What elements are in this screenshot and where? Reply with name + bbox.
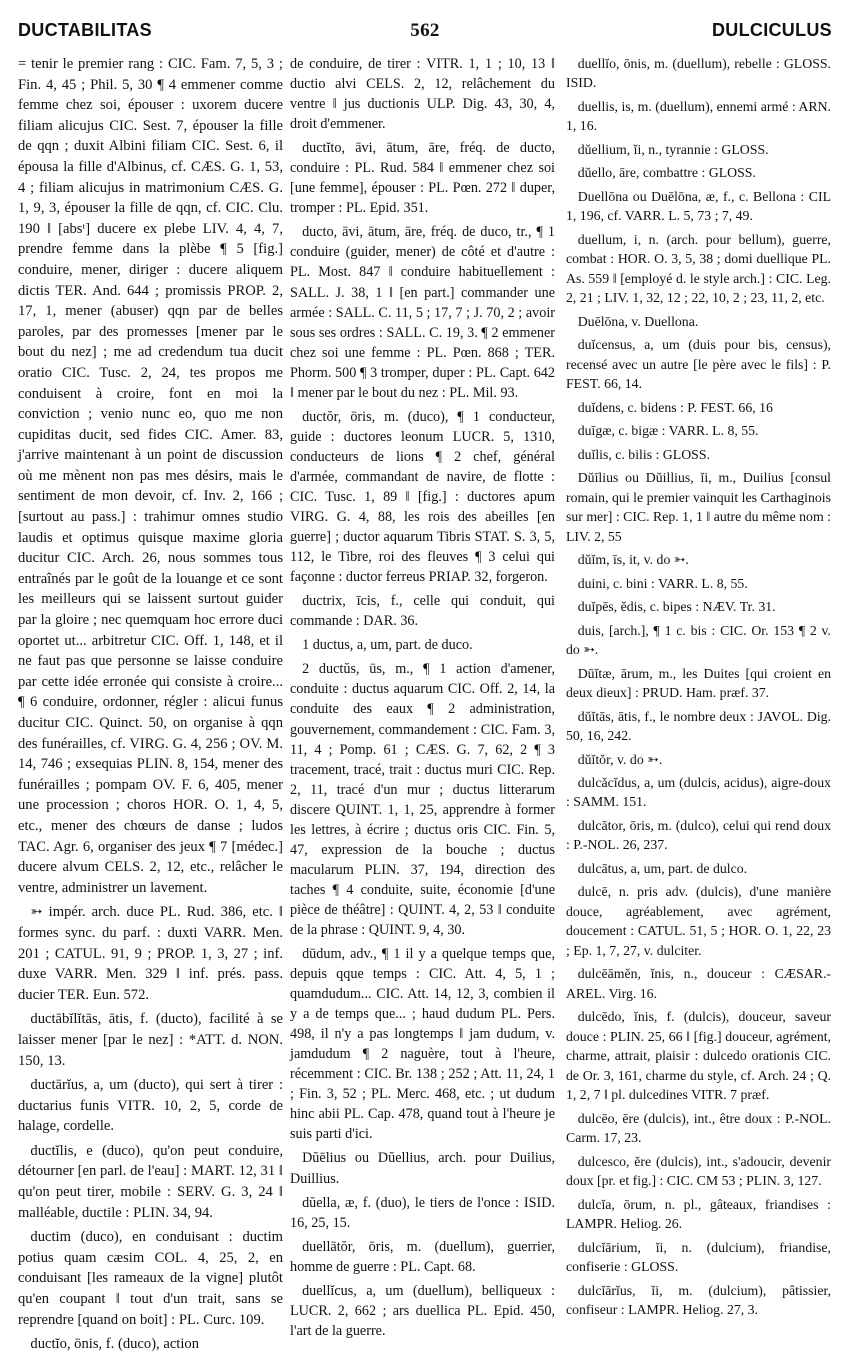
dictionary-entry: duis, [arch.], ¶ 1 c. bis : CIC. Or. 153 ¶ 2 v. do ➳. (566, 622, 831, 658)
dictionary-entry: dŭĭtŏr, v. do ➳. (577, 751, 663, 767)
dictionary-entry: ductārĭus, a, um (ducto), qui sert à tirer : ductarius funis VITR. 10, 2, 5, corde de halage, cordelle. (18, 1077, 283, 1135)
dictionary-entry: Dŭīlius ou Dŭillius, ĭi, m., Duilius [consul romain, qui le premier vainquit les Carthaginois sur mer] : CIC. Rep. 1, 1 ‖ autre du même nom : LIV. 2, 55 (566, 470, 831, 544)
dictionary-entry: duīgæ, c. bigæ : VARR. L. 8, 55. (577, 423, 759, 439)
dictionary-entry: ductĭto, āvi, ātum, āre, fréq. de ducto, conduire : PL. Rud. 584 ‖ emmener chez soi [une femme], épouser : PL. Pœn. 272 ‖ duper, tromper : PL. Epid. 351. (290, 140, 555, 217)
dictionary-entry: de conduire, de tirer : VITR. 1, 1 ; 10, 13 ‖ ductio alvi CELS. 2, 12, relâchement du ventre ‖ jus ductionis ULP. Dig. 43, 30, 4, droit d'emmener. (290, 56, 555, 133)
dictionary-entry: dulcātor, ōris, m. (dulco), celui qui rend doux : P.-NOL. 26, 237. (566, 817, 831, 853)
dictionary-entry: dŭella, æ, f. (duo), le tiers de l'once : ISID. 16, 25, 15. (290, 1194, 555, 1231)
dictionary-entry: dŭellium, ĭi, n., tyrannie : GLOSS. (577, 141, 769, 157)
dictionary-entry: dulcĭa, ōrum, n. pl., gâteaux, friandises : LAMPR. Heliog. 26. (566, 1196, 831, 1232)
dictionary-entry: dulcēo, ēre (dulcis), int., être doux : P.-NOL. Carm. 17, 23. (566, 1110, 831, 1146)
dictionary-entry: dŭĭtās, ātis, f., le nombre deux : JAVOL. Dig. 50, 16, 242. (566, 708, 831, 744)
dictionary-entry: dūdum, adv., ¶ 1 il y a quelque temps que, depuis qque temps : CIC. Att. 4, 5, 1 ; quamdudum... CIC. Att. 14, 12, 3, combien il y a de temps que... ; haud dudum PL. Pers. 498, il n'y a pas longtemps ‖ jam dudum, v. jamdudum ¶ 2 naguère, tout à l'heure, récemment : CIC. Br. 138 ; 252 ; Att. 11, 24, 1 ; Fin. 3, 52 ; PL. Merc. 468, etc. ; ut dudum hinc abii PL. Cap. 478, quand tout à l'heure je suis parti d'ici. (290, 946, 555, 1143)
running-header (18, 12, 832, 46)
dictionary-entry: duellĭcus, a, um (duellum), belliqueux : LUCR. 2, 662 ; ars duellica PL. Epid. 450, l'art de la guerre. (290, 1282, 555, 1339)
dictionary-entry: ducto, āvi, ātum, āre, fréq. de duco, tr., ¶ 1 conduire (guider, mener) de côté et d'autre : PL. Most. 847 ‖ conduire habituellement : SALL. J. 38, 1 ‖ [en part.] commander une armée : SALL. C. 11, 5 ; 17, 7 ; J. 70, 2 ; avoir sous ses ordres : SALL. C. 19, 3. ¶ 2 emmener chez soi une femme : PL. Pœn. 868 ; TER. Phorm. 500 ¶ 3 tromper, duper : PL. Capt. 642 ‖ mener par le bout du nez : PL. Mil. 93. (290, 224, 555, 401)
dictionary-entry: duini, c. bini : VARR. L. 8, 55. (577, 575, 748, 591)
dictionary-entry: duĭdens, c. bidens : P. FEST. 66, 16 (577, 399, 773, 415)
column-3 (566, 54, 831, 1324)
page-number: 562 (410, 20, 440, 41)
dictionary-entry: dulcēāmĕn, ĭnis, n., douceur : CÆSAR.-AREL. Virg. 16. (566, 966, 831, 1001)
column-2 (290, 54, 555, 1345)
dictionary-entry: Duellōna ou Duēlōna, æ, f., c. Bellona : CIL 1, 196, cf. VARR. L. 5, 73 ; 7, 49. (566, 188, 831, 224)
dictionary-entry: = tenir le premier rang : CIC. Fam. 7, 5, 3 ; Fin. 4, 45 ; Phil. 5, 30 ¶ 4 emmener comme femme chez soi, épouser : uxorem ducere filiam alicujus CIC. Sest. 7, épouser la fille de qqn ; duxit Albini filiam CIC. Sest. 6, il épousa la fille d'Albinus, cf. CÆS. G. 1, 53, 4 ; filiam alicujus in matrimonium CÆS. G. 1, 9, 3, épouser la fille de qqn, cf. CIC. Clu. 190 ‖ [absᵗ] ducere ex plebe LIV. 4, 4, 7, prendre femme dans la plèbe ¶ 5 [fig.] conduire, mener, diriger : ducere aliquem dictis TER. And. 644 ; promissis PROP. 2, 17, 1, mener (abuser) qqn par de belles paroles, par des promesses [mener par le bout du nez] ; me ad credendum tua ducit oratio CIC. Tusc. 2, 24, tes propos me conduisent à croire, font en moi la conviction ; venio nunc eo, quo me non cupiditas ducit, sed fides CIC. Amer. 83, j'arrive maintenant à un point de discussion où me mènent non pas mes désirs, mais le sentiment de mon devoir, cf. Inv. 2, 166 ; [surtout au pass.] : trahimur omnes studio laudis et optimus quisque maxime gloria ducitur CIC. Arch. 26, nous sommes tous entraînés par le goût de la louange et ce sont les meilleurs qui se laissent surtout guider par la gloire ; nec quemquam hoc errore duci oportet ut... arbitretur CIC. Off. 1, 148, et il ne faut pas que personne se laisse conduire par cette idée erronée qui consiste à croire... ¶ 6 conduire, ordonner, régler : alicui funus ducitur CIC. Quinct. 50, on organise à qqn des funérailles, cf. VIRG. G. 4, 256 ; OV. M. 14, 746 ; exsequias PLIN. 8, 154, mener des funérailles ; pompam OV. F. 6, 405, mener une procession ; choros HOR. O. 1, 4, 5, etc., mener des chœurs de danse ; ludos TAC. Agr. 6, organiser des jeux ¶ 7 [médec.] ducere alvum CELS. 2, 12, etc., relâcher le ventre, administrer un lavement. (18, 56, 283, 896)
dictionary-entry: dulcēdo, ĭnis, f. (dulcis), douceur, saveur douce : PLIN. 25, 66 ‖ [fig.] douceur, agrément, charme, attrait, plaisir : dulcedo orationis CIC. de Or. 3, 161, charme du style, cf. Arch. 24 ; Q. 1, 2, 7 ‖ pl. dulcedines VITR. 7 præf. (566, 1009, 831, 1103)
dictionary-entry: 2 ductŭs, ūs, m., ¶ 1 action d'amener, conduite : ductus aquarum CIC. Off. 2, 14, la conduite des eaux ¶ 2 administration, gouvernement, commandement : CIC. Fam. 3, 11, 4 ; Pomp. 61 ; CÆS. G. 7, 62, 2 ¶ 3 tracement, tracé, trait : ductus muri CIC. Rep. 2, 11, tracé d'un mur ; ductus litterarum discere QUINT. 1, 1, 25, apprendre à former les lettres, à écrire ; ductus oris CIC. Fin. 5, 47, expression de la bouche ; ductus macularum PLIN. 37, 194, direction des taches ¶ 4 conduite, suite, économie [d'une pièce de théâtre] : QUINT. 4, 2, 53 ‖ conduite de la phrase : QUINT. 9, 4, 30. (290, 661, 555, 938)
dictionary-entry: ductĭlis, e (duco), qu'on peut conduire, détourner [en parl. de l'eau] : MART. 12, 31 ‖ qu'on peut tirer, mobile : SERV. G. 3, 24 ‖ malléable, ductile : PLIN. 34, 94. (18, 1142, 283, 1221)
dictionary-entry: dŭello, āre, combattre : GLOSS. (577, 165, 756, 181)
dictionary-entry: ➳ impér. arch. duce PL. Rud. 386, etc. ‖ formes sync. du parf. : duxti VARR. Men. 201 ; CATUL. 91, 9 ; PROP. 1, 3, 27 ; inf. duxe VARR. Men. 329 ‖ inf. prés. pass. ducier TER. Eun. 572. (18, 904, 283, 1003)
dictionary-entry: 1 ductus, a, um, part. de duco. (302, 637, 473, 654)
dictionary-entry: ductim (duco), en conduisant : ductim potius quam cæsim COL. 4, 25, 2, en conduisant [les rameaux de la vigne] plutôt qu'en coupant ‖ tout d'un trait, sans se reprendre [quand on boit] : PL. Curc. 109. (18, 1229, 283, 1328)
dictionary-entry: dŭĭm, īs, it, v. do ➳. (577, 552, 689, 568)
header-right-guideword: DULCICULUS (712, 20, 832, 40)
dictionary-entry: Duēlōna, v. Duellona. (577, 313, 699, 329)
dictionary-entry: duellis, is, m. (duellum), ennemi armé : ARN. 1, 16. (566, 98, 831, 134)
dictionary-entry: duellum, i, n. (arch. pour bellum), guerre, combat : HOR. O. 3, 5, 38 ; domi duellique PL. As. 559 ‖ [employé d. le style arch.] : CIC. Leg. 2, 21 ; LIV. 1, 32, 12 ; 22, 10, 2 ; 23, 11, 2, etc. (566, 231, 831, 306)
dictionary-entry: duĭpēs, ĕdis, c. bipes : NÆV. Tr. 31. (577, 599, 776, 615)
dictionary-entry: duellĭo, ōnis, m. (duellum), rebelle : GLOSS. ISID. (566, 56, 831, 91)
dictionary-entry: duĭlis, c. bilis : GLOSS. (577, 446, 710, 462)
header-left-guideword: DUCTABILITAS (18, 20, 152, 40)
dictionary-entry: ductābĭlĭtās, ātis, f. (ducto), facilité à se laisser mener [par le nez] : *ATT. d. NON. 150, 13. (18, 1011, 283, 1069)
dictionary-entry: dulcĭārium, ĭi, n. (dulcium), friandise, confiserie : GLOSS. (566, 1239, 831, 1275)
dictionary-entry: ductĭo, ōnis, f. (duco), action (30, 1336, 200, 1353)
dictionary-entry: dulcăcĭdus, a, um (dulcis, acidus), aigre-doux : SAMM. 151. (566, 774, 831, 810)
dictionary-entry: dulcĭārĭus, ĭi, m. (dulcium), pâtissier, confiseur : LAMPR. Heliog. 27, 3. (566, 1282, 831, 1318)
dictionary-entry: dulcātus, a, um, part. de dulco. (577, 860, 748, 876)
dictionary-entry: duĭcensus, a, um (duis pour bis, census), recensé avec un autre [le père avec le fils] : P. FEST. 66, 14. (566, 337, 831, 392)
column-1 (18, 54, 283, 1359)
dictionary-entry: duellātŏr, ōris, m. (duellum), guerrier, homme de guerre : PL. Capt. 68. (290, 1238, 555, 1275)
dictionary-entry: ductŏr, ōris, m. (duco), ¶ 1 conducteur, guide : ductores leonum LUCR. 5, 1310, conducteurs de lions ¶ 2 chef, général d'armée, commandant de navire, de flotte : CIC. Tusc. 1, 89 ‖ [fig.] : ductores apum VIRG. G. 4, 88, les rois des abeilles [en guerre] ; ductor aquarum Tibris STAT. S. 3, 5, 112, le Tibre, roi des fleuves ¶ 3 celui qui façonne : ductor ferreus PRIAP. 32, forgeron. (290, 408, 555, 586)
dictionary-entry: ductrix, īcis, f., celle qui conduit, qui commande : DAR. 36. (290, 593, 555, 630)
dictionary-entry: Dŭēlius ou Dŭellius, arch. pour Duilius, Duillius. (290, 1150, 555, 1187)
dictionary-entry: Dūĭtæ, ārum, m., les Duites [qui croient en deux dieux] : PRUD. Ham. præf. 37. (566, 665, 831, 701)
dictionary-entry: dulcē, n. pris adv. (dulcis), d'une manière douce, agréablement, avec agrément, doucement : CATUL. 51, 5 ; HOR. O. 1, 22, 23 ; Ep. 1, 7, 27, v. dulciter. (566, 884, 831, 958)
dictionary-entry: dulcesco, ĕre (dulcis), int., s'adoucir, devenir doux [pr. et fig.] : CIC. CM 53 ; PLIN. 3, 127. (566, 1153, 831, 1189)
